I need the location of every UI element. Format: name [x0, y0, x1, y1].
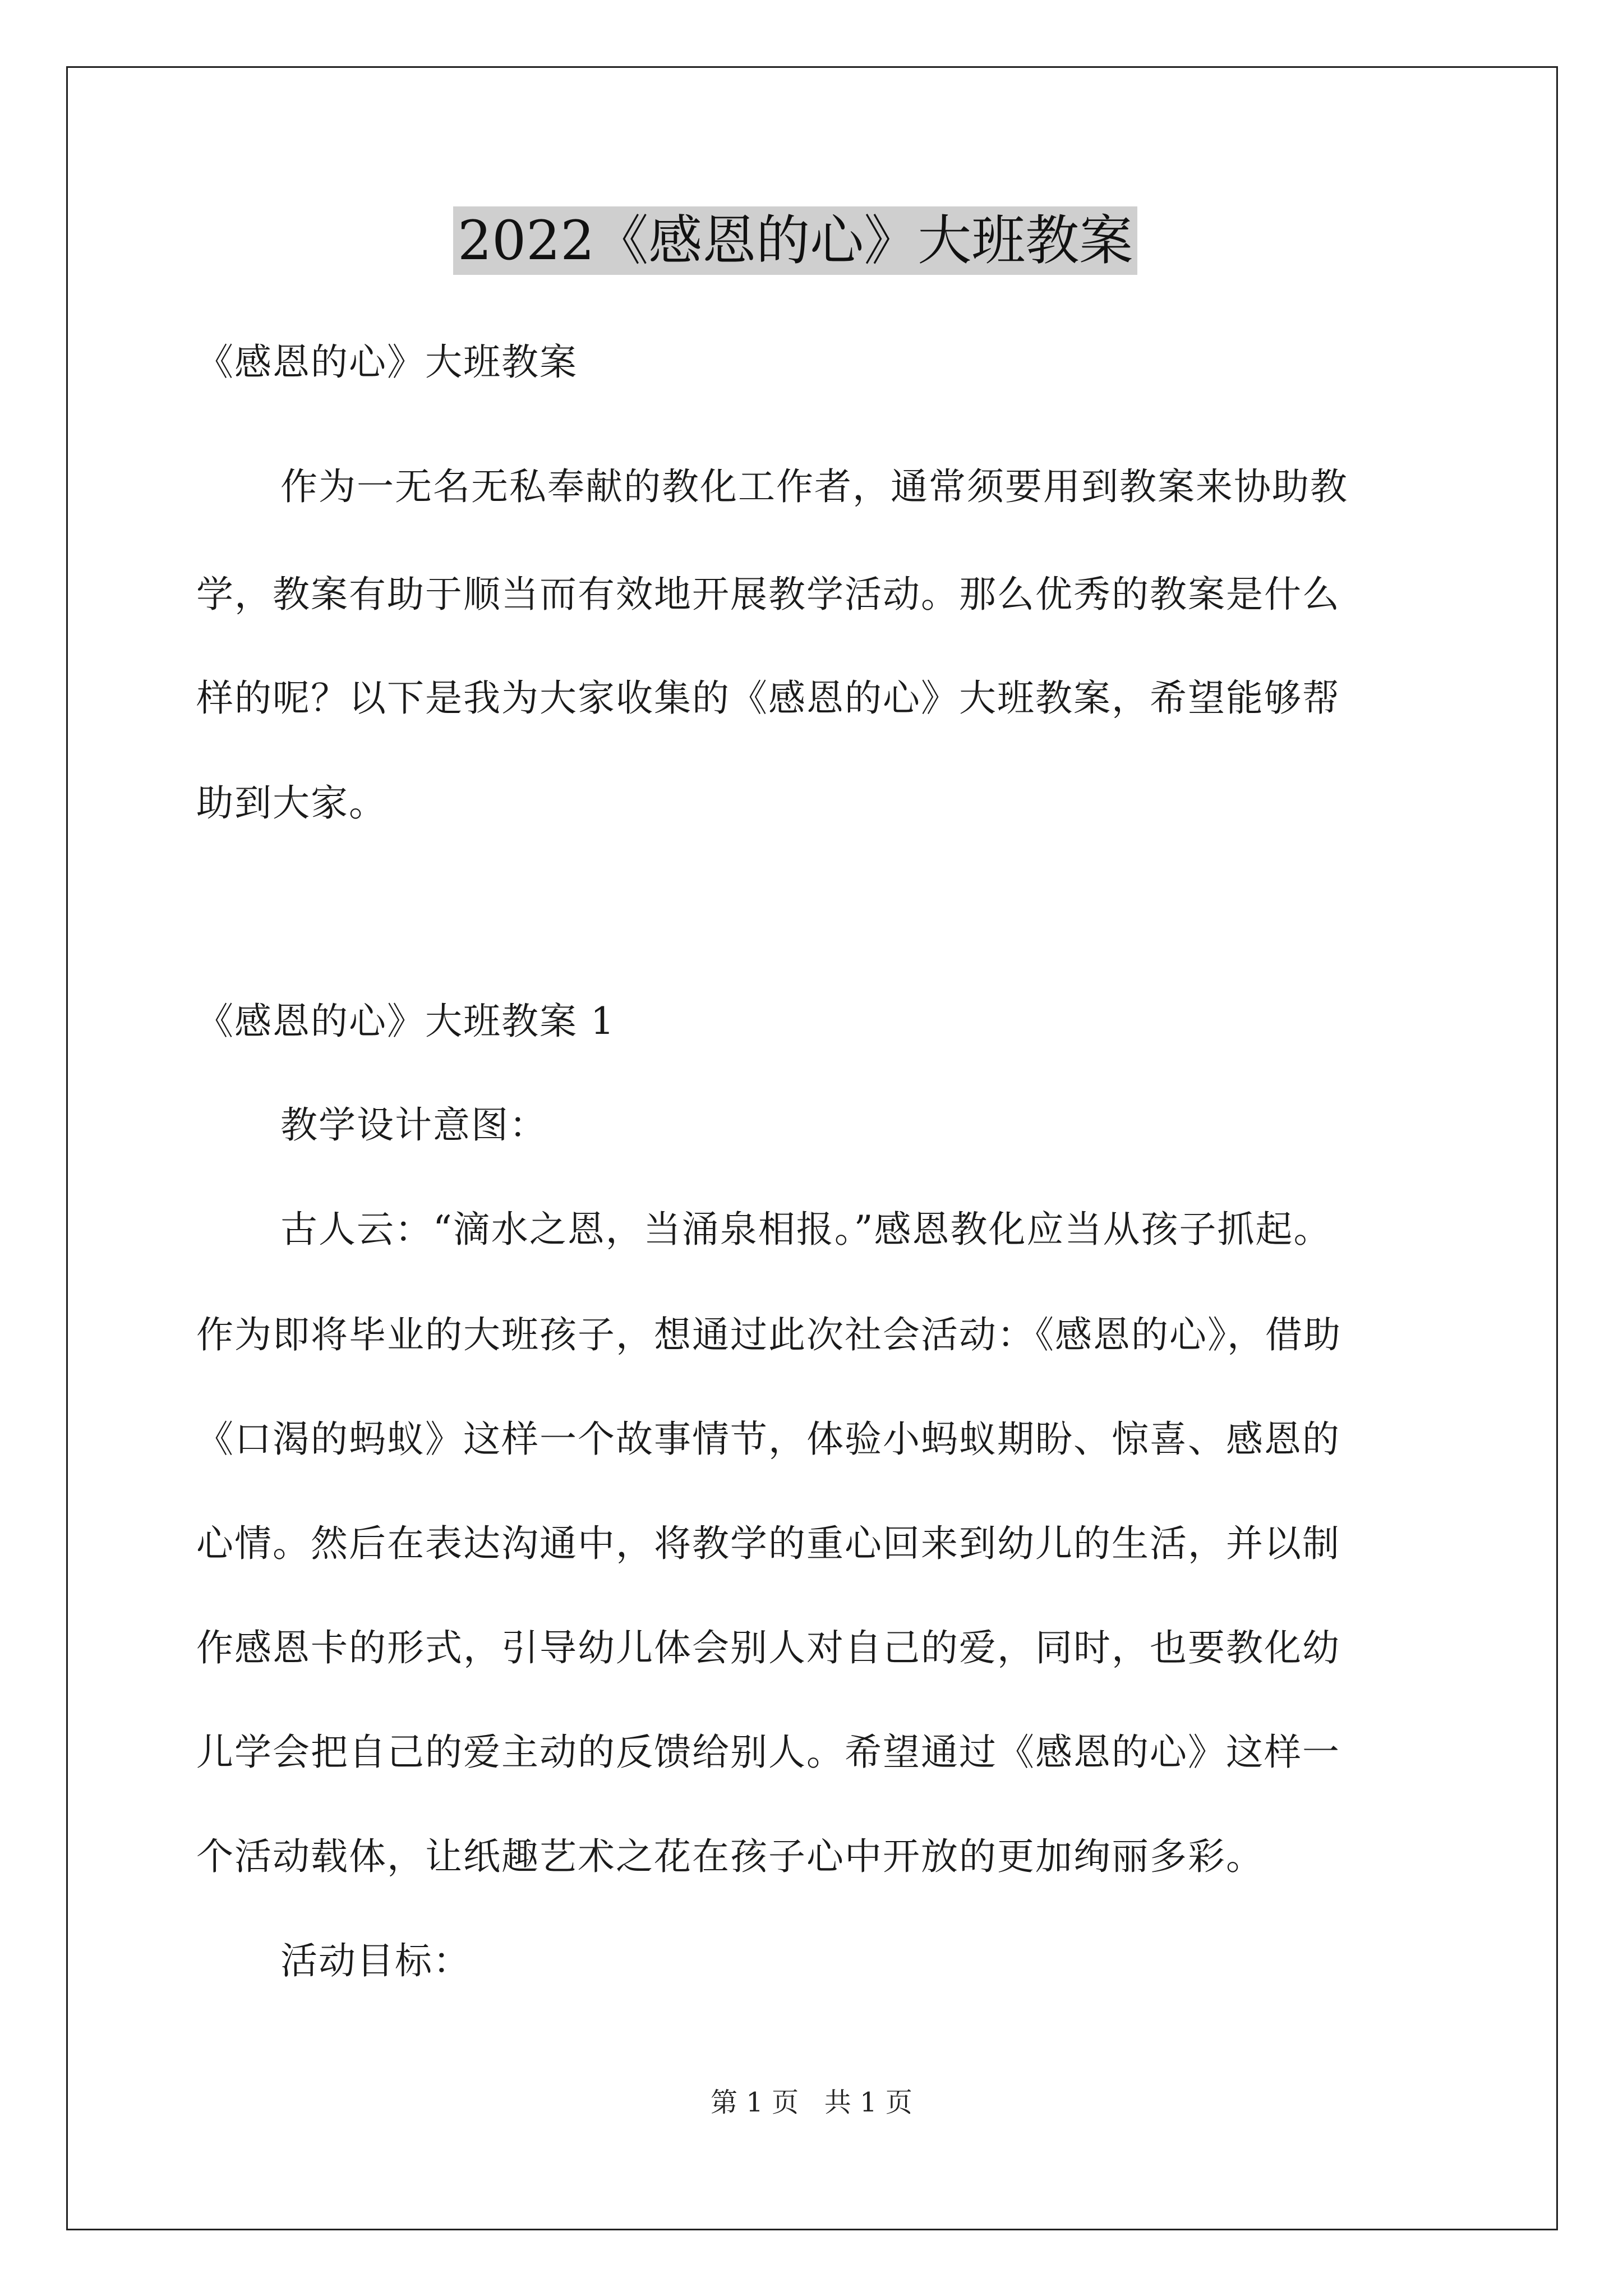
intro-line-4: 助到大家。 [196, 781, 387, 825]
document-title: 2022《感恩的心》大班教案 [453, 206, 1137, 275]
body-line-2: 作为即将毕业的大班孩子，想通过此次社会活动：《感恩的心》，借助 [196, 1313, 1341, 1356]
intro-line-2: 学，教案有助于顺当而有效地开展教学活动。那么优秀的教案是什么 [196, 573, 1340, 616]
body-line-4: 心情。然后在表达沟通中，将教学的重心回来到幼儿的生活，并以制 [196, 1522, 1340, 1565]
body-line-5: 作感恩卡的形式，引导幼儿体会别人对自己的爱，同时，也要教化幼 [196, 1626, 1340, 1669]
body-line-3: 《口渴的蚂蚁》这样一个故事情节，体验小蚂蚁期盼、惊喜、感恩的 [196, 1418, 1340, 1461]
intro-line-3: 样的呢？以下是我为大家收集的《感恩的心》大班教案，希望能够帮 [196, 677, 1340, 720]
section-heading: 《感恩的心》大班教案 1 [196, 1000, 615, 1043]
subtitle-line: 《感恩的心》大班教案 [196, 341, 578, 384]
body-line-6: 儿学会把自己的爱主动的反馈给别人。希望通过《感恩的心》这样一 [196, 1731, 1340, 1774]
objectives-label: 活动目标： [280, 1939, 471, 1982]
intro-line-1: 作为一无名无私奉献的教化工作者，通常须要用到教案来协助教 [280, 465, 1348, 508]
design-intent-label: 教学设计意图： [280, 1103, 547, 1147]
body-line-7: 个活动载体，让纸趣艺术之花在孩子心中开放的更加绚丽多彩。 [196, 1835, 1264, 1878]
page-border [66, 66, 1558, 2230]
page-footer: 第 1 页 共 1 页 [711, 2087, 912, 2118]
body-line-1: 古人云：“滴水之恩，当涌泉相报。”感恩教化应当从孩子抓起。 [280, 1208, 1332, 1251]
